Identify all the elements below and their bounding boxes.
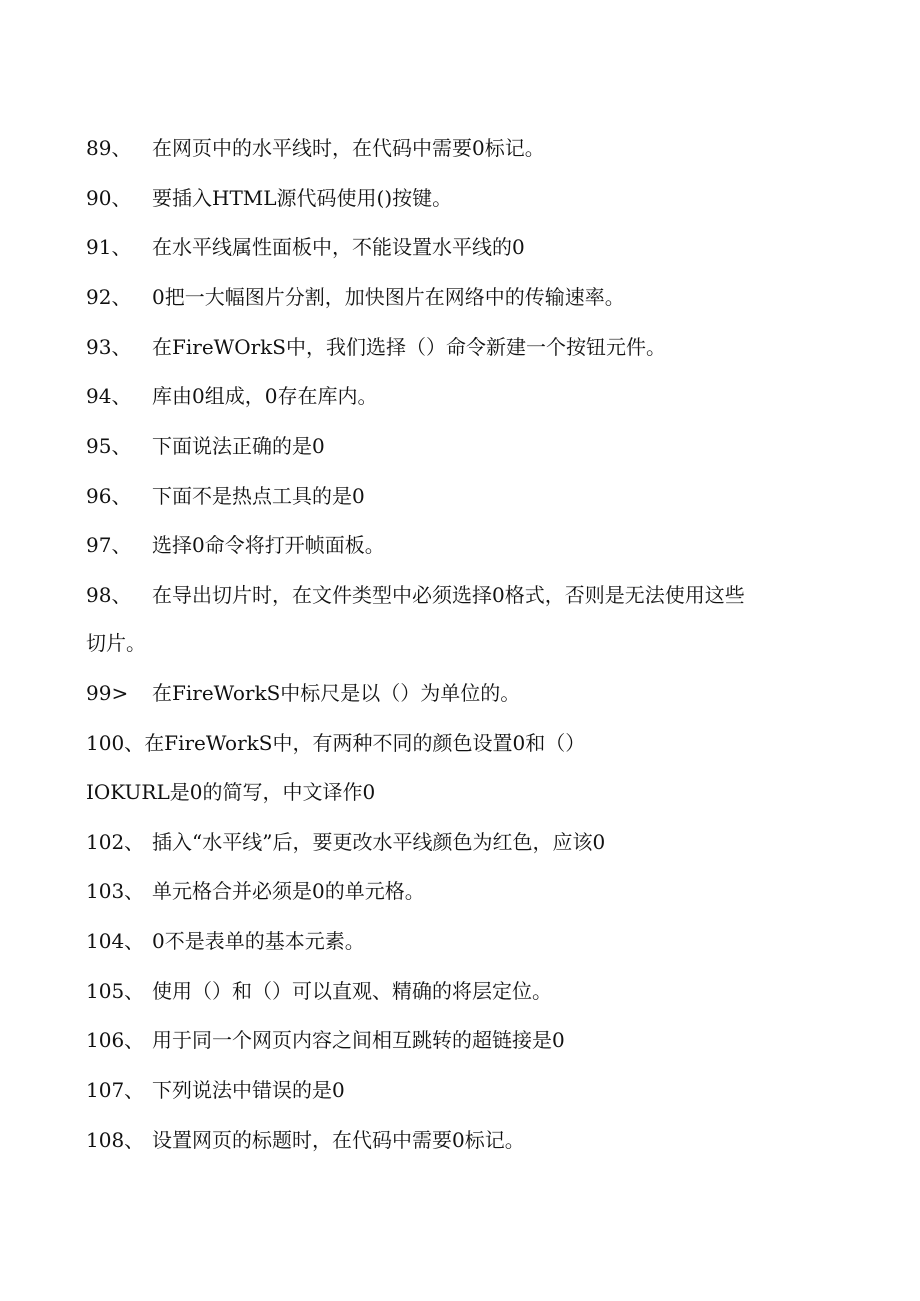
question-106 <box>86 1028 565 1052</box>
question-number: 102、 <box>86 830 145 854</box>
question-number: 100、 <box>86 731 145 755</box>
question-text: 库由0组成，0存在库内。 <box>152 384 378 408</box>
question-number: 89、 <box>86 136 132 160</box>
question-number: 98、 <box>86 583 132 607</box>
question-text: 单元格合并必须是0的单元格。 <box>152 879 425 903</box>
question-text: 要插入HTML源代码使用()按键。 <box>152 186 453 210</box>
question-102 <box>86 830 605 854</box>
question-text: 切片。 <box>86 631 146 655</box>
question-text: 在FireWorkS中标尺是以（）为单位的。 <box>152 681 521 705</box>
question-text: 0不是表单的基本元素。 <box>152 929 365 953</box>
question-95 <box>86 434 325 458</box>
question-number: 106、 <box>86 1028 145 1052</box>
question-text: 用于同一个网页内容之间相互跳转的超链接是0 <box>152 1028 565 1052</box>
question-105 <box>86 979 552 1003</box>
question-104 <box>86 929 365 953</box>
question-text: 使用（）和（）可以直观、精确的将层定位。 <box>152 979 552 1003</box>
question-101 <box>86 780 375 804</box>
question-number: 103、 <box>86 879 145 903</box>
question-90 <box>86 186 452 210</box>
question-107 <box>86 1078 345 1102</box>
question-number: 104、 <box>86 929 145 953</box>
question-100 <box>86 731 585 755</box>
question-text: 插入“水平线”后，要更改水平线颜色为红色，应该0 <box>152 830 606 854</box>
question-99 <box>86 681 520 705</box>
question-103 <box>86 879 425 903</box>
question-number: 91、 <box>86 235 132 259</box>
question-text: 选择0命令将打开帧面板。 <box>152 533 385 557</box>
question-92 <box>86 285 625 309</box>
question-text: IOKURL是0的简写，中文译作0 <box>86 780 376 804</box>
question-number: 108、 <box>86 1128 145 1152</box>
question-text: 在FireWOrkS中，我们选择（）命令新建一个按钮元件。 <box>152 335 667 359</box>
question-text: 在导出切片时，在文件类型中必须选择0格式，否则是无法使用这些 <box>152 583 745 607</box>
question-108 <box>86 1128 525 1152</box>
question-number: 107、 <box>86 1078 145 1102</box>
question-number: 94、 <box>86 384 132 408</box>
question-93 <box>86 335 666 359</box>
question-91 <box>86 235 525 259</box>
question-text: 下列说法中错误的是0 <box>152 1078 345 1102</box>
question-number: 95、 <box>86 434 132 458</box>
question-text: 在FireWorkS中，有两种不同的颜色设置0和（） <box>144 731 586 755</box>
question-text: 设置网页的标题时，在代码中需要0标记。 <box>152 1128 525 1152</box>
question-number: 92、 <box>86 285 132 309</box>
question-text: 下面说法正确的是0 <box>152 434 325 458</box>
question-98 <box>86 583 745 607</box>
question-89 <box>86 136 545 160</box>
question-text: 在水平线属性面板中，不能设置水平线的0 <box>152 235 525 259</box>
question-text: 下面不是热点工具的是0 <box>152 484 365 508</box>
question-94 <box>86 384 377 408</box>
question-number: 93、 <box>86 335 132 359</box>
question-number: 99> <box>86 681 129 705</box>
question-98-continuation <box>86 631 146 655</box>
question-96 <box>86 484 365 508</box>
question-number: 97、 <box>86 533 132 557</box>
question-number: 105、 <box>86 979 145 1003</box>
question-text: 0把一大幅图片分割，加快图片在网络中的传输速率。 <box>152 285 625 309</box>
question-number: 90、 <box>86 186 132 210</box>
question-number: 96、 <box>86 484 132 508</box>
question-text: 在网页中的水平线时，在代码中需要0标记。 <box>152 136 545 160</box>
question-97 <box>86 533 385 557</box>
